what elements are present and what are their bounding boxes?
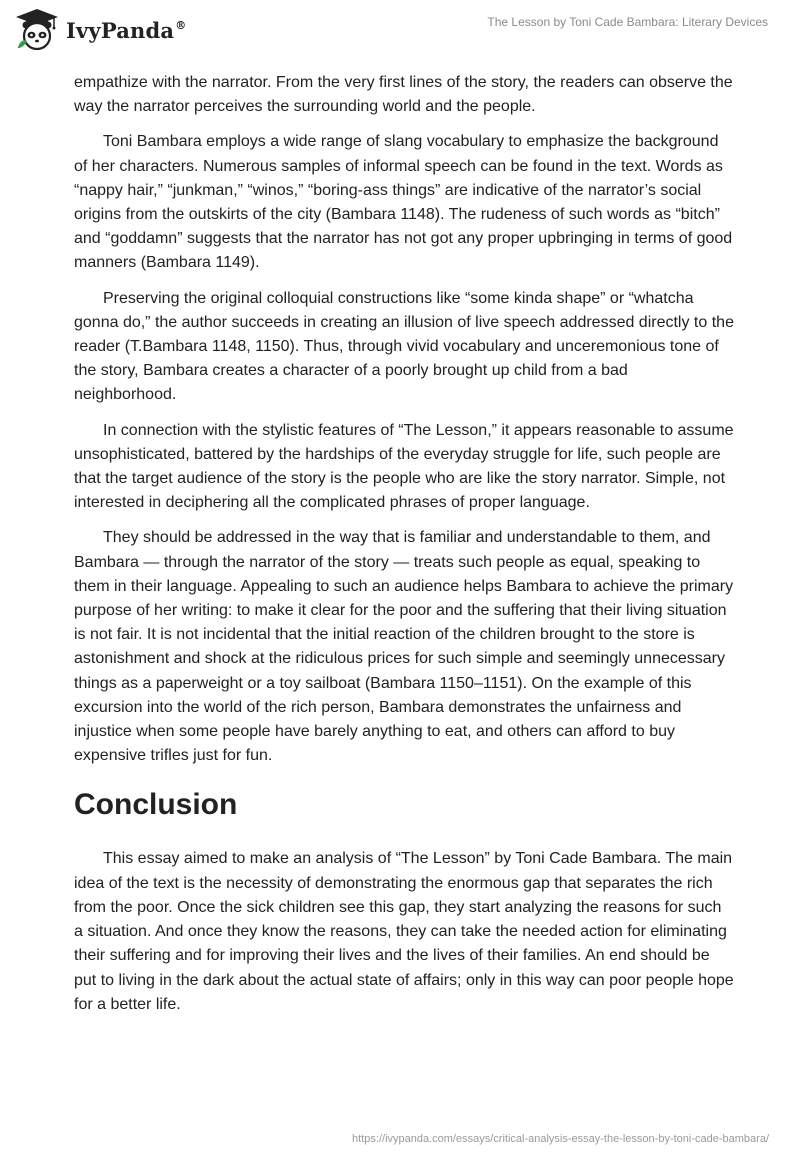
paragraph-colloquial-constructions: Preserving the original colloquial constructions like “some kinda shape” or “whatcha gonna do,” the author succeeds in creating an illusion of live speech addressed directly to the reader (T.Bambara 1148, 1150). Thus, through vivid vocabulary and unceremonious tone of the story, Bambara creates a character of a poorly brought up child from a bad neighborhood. bbox=[74, 289, 734, 404]
registered-mark: ® bbox=[175, 18, 187, 32]
document-title: The Lesson by Toni Cade Bambara: Literary Devices bbox=[487, 15, 768, 29]
paragraph-slang-vocabulary: Toni Bambara employs a wide range of slang vocabulary to emphasize the background of her characters. Numerous samples of informal speech can be found in the text. Words as “nappy hair,” “junkman,” “winos,” “boring-ass things” are indicative of the narrator’s social origins from the outskirts of the city (Bambara 1148). The rudeness of such words as “bitch” and “goddamn” suggests that the narrator has not got any proper upbringing in terms of good manners (Bambara 1149). bbox=[74, 133, 733, 272]
conclusion-heading: Conclusion bbox=[74, 788, 238, 822]
panda-graduate-icon bbox=[14, 8, 60, 52]
paragraph-addressing-audience: They should be addressed in the way that is familiar and understandable to them, and Bambara — through the narrator of the story — treats such people as equal, speaking to them in their language. Appealing to such an audience helps Bambara to achieve the primary purpose of her writing: to make it clear for the poor and the suffering that their living situation is not fair. It is not incidental that the initial reaction of the children brought to the store is astonishment and shock at the ridiculous prices for such simple and seemingly unnecessary things as a paperweight or a toy sailboat (Bambara 1150–1151). On the example of this excursion into the world of the rich person, Bambara demonstrates the unfairness and injustice when some people have barely anything to eat, and others can afford to buy expensive trifles just for fun. bbox=[74, 529, 734, 765]
essay-content bbox=[74, 71, 734, 1017]
logo-text: IvyPanda bbox=[66, 17, 175, 43]
source-url[interactable]: https://ivypanda.com/essays/critical-analysis-essay-the-lesson-by-toni-cade-bambara/ bbox=[352, 1133, 769, 1145]
ivypanda-logo[interactable] bbox=[14, 8, 186, 52]
page-header bbox=[0, 0, 800, 70]
paragraph-continuation: empathize with the narrator. From the very first lines of the story, the readers can observe the way the narrator perceives the surrounding world and the people. bbox=[74, 74, 733, 116]
paragraph-target-audience: In connection with the stylistic features of “The Lesson,” it appears reasonable to assume unsophisticated, battered by the hardships of the everyday struggle for life, such people are that the target audience of the story is the people who are like the story narrator. Simple, not interested in deciphering all the complicated phrases of proper language. bbox=[74, 421, 734, 512]
paragraph-conclusion: This essay aimed to make an analysis of “The Lesson” by Toni Cade Bambara. The main idea of the text is the necessity of demonstrating the enormous gap that separates the rich from the poor. Once the sick children see this gap, they start analyzing the reasons for such a situation. And once they know the reasons, they can take the needed action for eliminating their suffering and for improving their lives and the lives of their families. An end should be put to living in the dark about the actual state of affairs; only in this way can poor people hope for a better life. bbox=[74, 850, 734, 1013]
logo-wordmark bbox=[66, 18, 186, 43]
